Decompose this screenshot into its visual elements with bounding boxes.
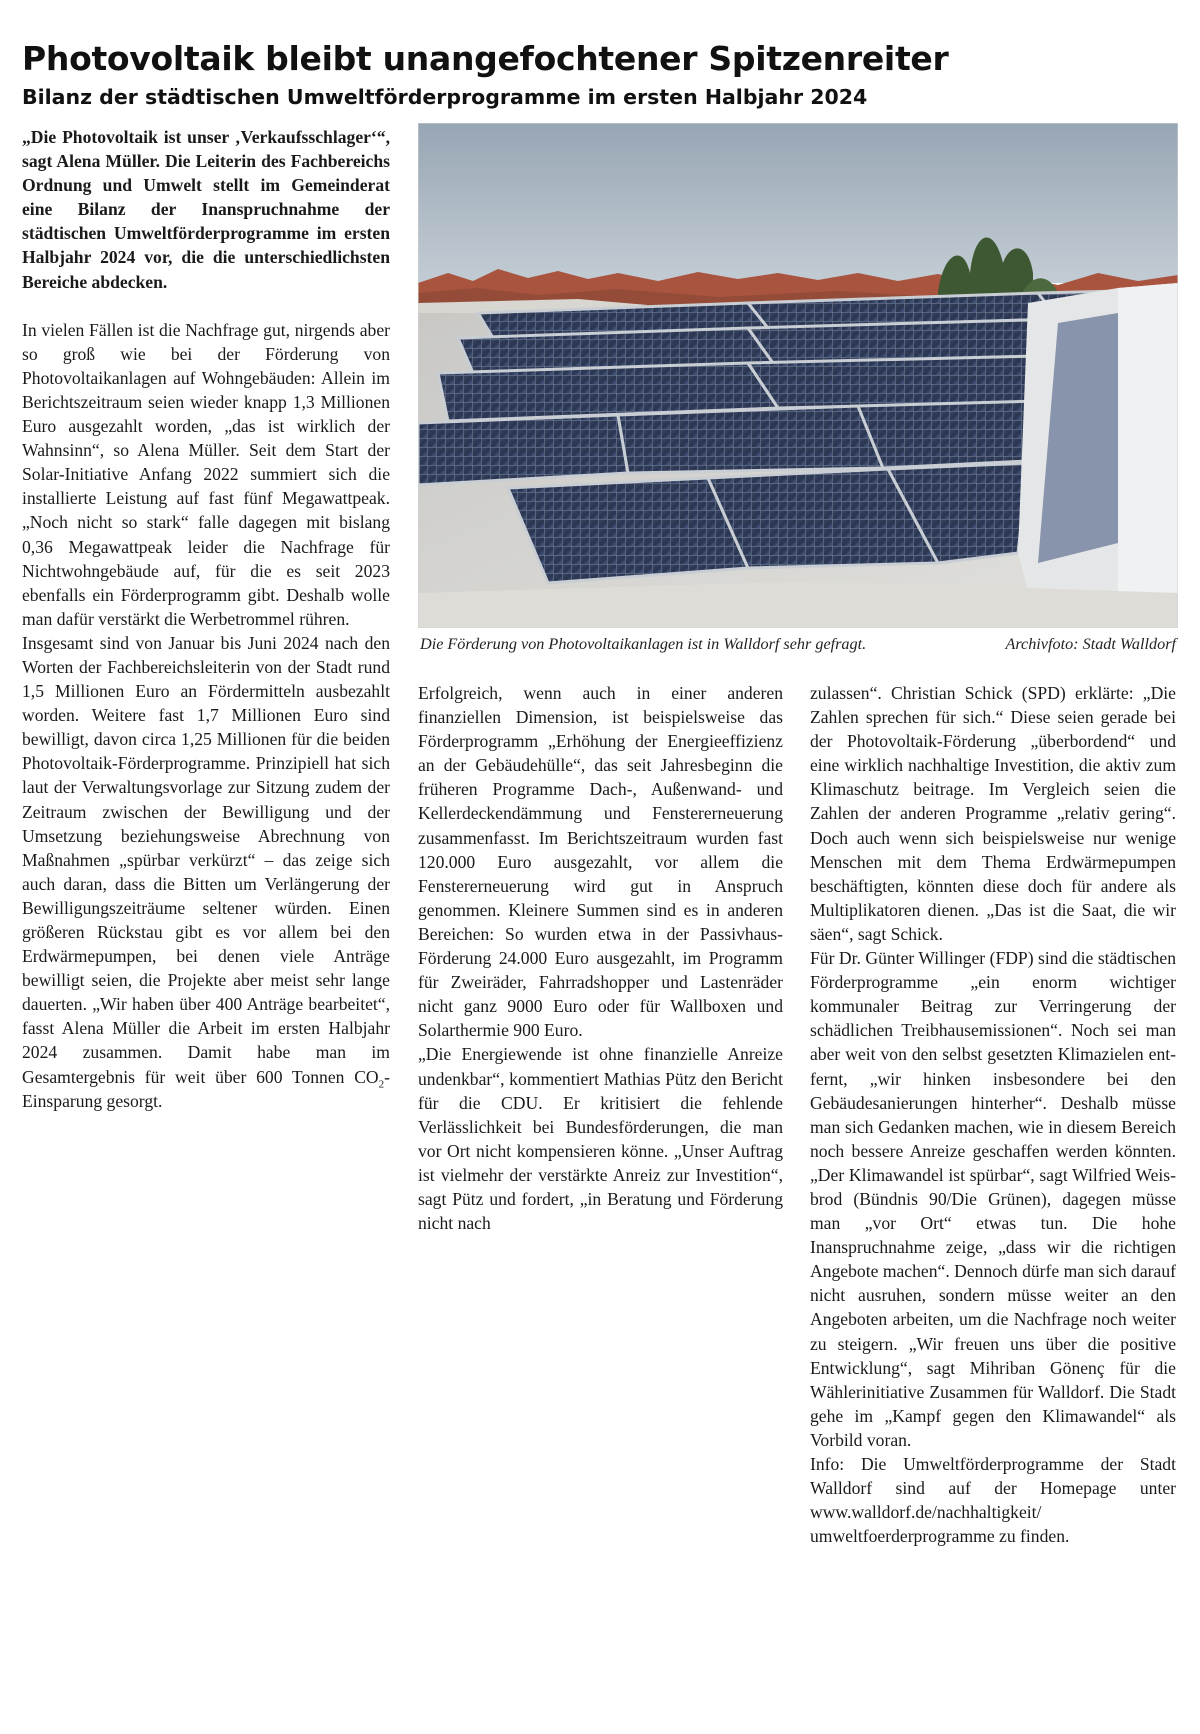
body-paragraph-3: Erfolgreich, wenn auch in einer anderen finanziellen Dimension, ist beispielsweise das Förderprogramm „Erhöhung der Energieeffizienz an der Gebäudehülle“, das seit Jahresbeginn die früheren Programme Dach-, Außenwand- und Kellerdeckendämmung und Fenstererneuerung zusammenfasst. Im Berichtszeitraum wurden fast 120.000 Euro ausgezahlt, vor allem die Fenstererneuerung wird gut in Anspruch genommen. Kleinere Summen sind es in anderen Bereichen: So wurden etwa in der Passivhaus-Förderung 24.000 Euro ausgezahlt, im Programm für Zweiräder, Fahrradshopper und Lastenräder nicht ganz 9000 Euro oder für Wallboxen und Solarthermie 900 Euro. [418,683,783,1041]
info-paragraph: Info: Die Umweltförderprogramme der Stadt Walldorf sind auf der Homepage unter www.walldorf.de/nachhaltigkeit/ umweltfoerderprogramme zu finden. [810,1454,1176,1547]
body-paragraph-5: Für Dr. Günter Willinger (FDP) sind die städtischen Förderprogramme „ein enorm wichtiger kommunaler Beitrag zur Verringerung der schädlichen Treibhausemissionen“. Noch sei man aber weit von den selbst gesetzten Klimazielen entfernt, „wir hinken insbesondere bei den Gebäudesanierungen hinterher“. Deshalb müsse man sich Gedanken machen, wie in diesem Bereich noch bessere Anreize geschaffen werden könnten. „Der Klimawandel ist spürbar“, sagt Wilfried Weisbrod (Bündnis 90/Die Grünen), dagegen müsse man „vor Ort“ etwas tun. Die hohe Inanspruchnahme zeige, „dass wir die richtigen Angebote machen“. Dennoch dürfe man sich darauf nicht ausruhen, sondern müsse weiter an den Angeboten arbeiten, um die Nachfrage noch weiter zu steigern. „Wir freuen uns über die positive Entwicklung“, sagt Mihriban Gönenç für die Wählerinitiative Zusammen für Walldorf. Die Stadt gehe im „Kampf gegen den Klimawandel“ als Vorbild voran. [810,948,1176,1450]
body-paragraph-2-tail: -Einsparung gesorgt. [22,1066,390,1111]
photo-caption [418,631,1178,657]
co2-subscript: 2 [378,1078,385,1091]
solar-panels-illustration [418,123,1178,628]
body-paragraph-4b: zulassen“. Christian Schick (SPD) erklärte: „Die Zahlen sprechen für sich.“ Diese seien gerade bei der Photovoltaik-Förderung „überbordend“ und eine wirklich nachhaltige Investition, die aktiv zum Klimaschutz beitrage. Im Vergleich seien die Zahlen der anderen Programme „relativ gering“. Doch auch wenn sich beispielsweise nur wenige Menschen mit dem Thema Erdwärmepumpen beschäftigten, könnten diese doch für andere als Multiplikatoren dienen. „Das ist die Saat, die wir säen“, sagt Schick. [810,683,1176,944]
photo-credit: Archivfoto: Stadt Walldorf [1005,635,1176,653]
article-column-1 [22,125,390,1113]
photo-sky [418,123,1178,283]
subheadline: Bilanz der städtischen Umweltförderprogramme im ersten Halbjahr 2024 [22,85,868,109]
solar-panels-photo [418,123,1178,628]
body-paragraph-4a: „Die Energiewende ist ohne finanzielle Anreize undenkbar“, kommentiert Mathias Pütz den Bericht für die CDU. Er kritisiert die fehlende Verlässlichkeit bei Bundesförderungen, die man vor Ort nicht kompensieren könne. „Unser Auftrag ist vielmehr der verstärkte Anreiz zur Investition“, sagt Pütz und fordert, „in Beratung und Förderung nicht nach [418,1044,783,1234]
body-paragraph-2 [22,631,390,1113]
article-column-2 [418,681,783,1235]
caption-text: Die Förderung von Photovoltaikanlagen ist in Walldorf sehr gefragt. [420,635,867,653]
article-column-3 [810,681,1176,1548]
lead-paragraph: „Die Photovoltaik ist unser ‚Verkaufsschlager‘“, sagt Alena Müller. Die Leiterin des Fachbereichs Ordnung und Umwelt stellt im Gemeinderat eine Bilanz der Inanspruchnahme der städtischen Umweltförderprogramme im ersten Halbjahr 2024 vor, die die unterschiedlichsten Bereiche abdecken. [22,127,390,292]
headline: Photovoltaik bleibt unangefochtener Spitzenreiter [22,39,949,79]
body-paragraph-2-text: Insgesamt sind von Januar bis Juni 2024 nach den Worten der Fachbereichsleiterin von der Stadt rund 1,5 Millionen Euro an Fördermitteln ausbezahlt worden. Weitere fast 1,7 Millionen Euro sind bewilligt, davon circa 1,25 Millionen für die beiden Photovoltaik-Förderprogramme. Prinzipiell hat sich laut der Verwaltungsvorlage zur Sitzung zudem der Zeitraum zwischen der Bewilligung und der Umsetzung beziehungsweise Abrechnung von Maßnahmen „spürbar verkürzt“ – das zeige sich auch daran, dass die Bitten um Verlängerung der Bewilligungszeiträume seltener würden. Einen größeren Rückstau gibt es vor allem bei den Erdwärmepumpen, bei denen viele Anträge bewilligt seien, die Projekte aber meist sehr lange dauerten. „Wir haben über 400 Anträge bearbeitet“, fasst Alena Müller die Arbeit im ersten Halbjahr 2024 zusammen. Damit habe man im Gesamtergebnis für weit über 600 Tonnen CO [22,632,390,1087]
body-paragraph-1: In vielen Fällen ist die Nachfrage gut, nirgends aber so groß wie bei der Förderung von Photovoltaikanlagen auf Wohngebäuden: Allein im Berichtszeitraum seien wieder knapp 1,3 Millionen Euro ausgezahlt worden, „das ist wirklich der Wahnsinn“, so Alena Müller. Seit dem Start der Solar-Initiative Anfang 2022 summiert sich die installierte Leistung auf fast fünf Megawattpeak. „Noch nicht so stark“ falle dagegen mit bislang 0,36 Megawattpeak leider die Nachfrage für Nichtwohngebäude auf, für die es seit 2023 ebenfalls ein Förderprogramm gibt. Deshalb wolle man dafür verstärkt die Werbetrommel rühren. [22,319,390,629]
